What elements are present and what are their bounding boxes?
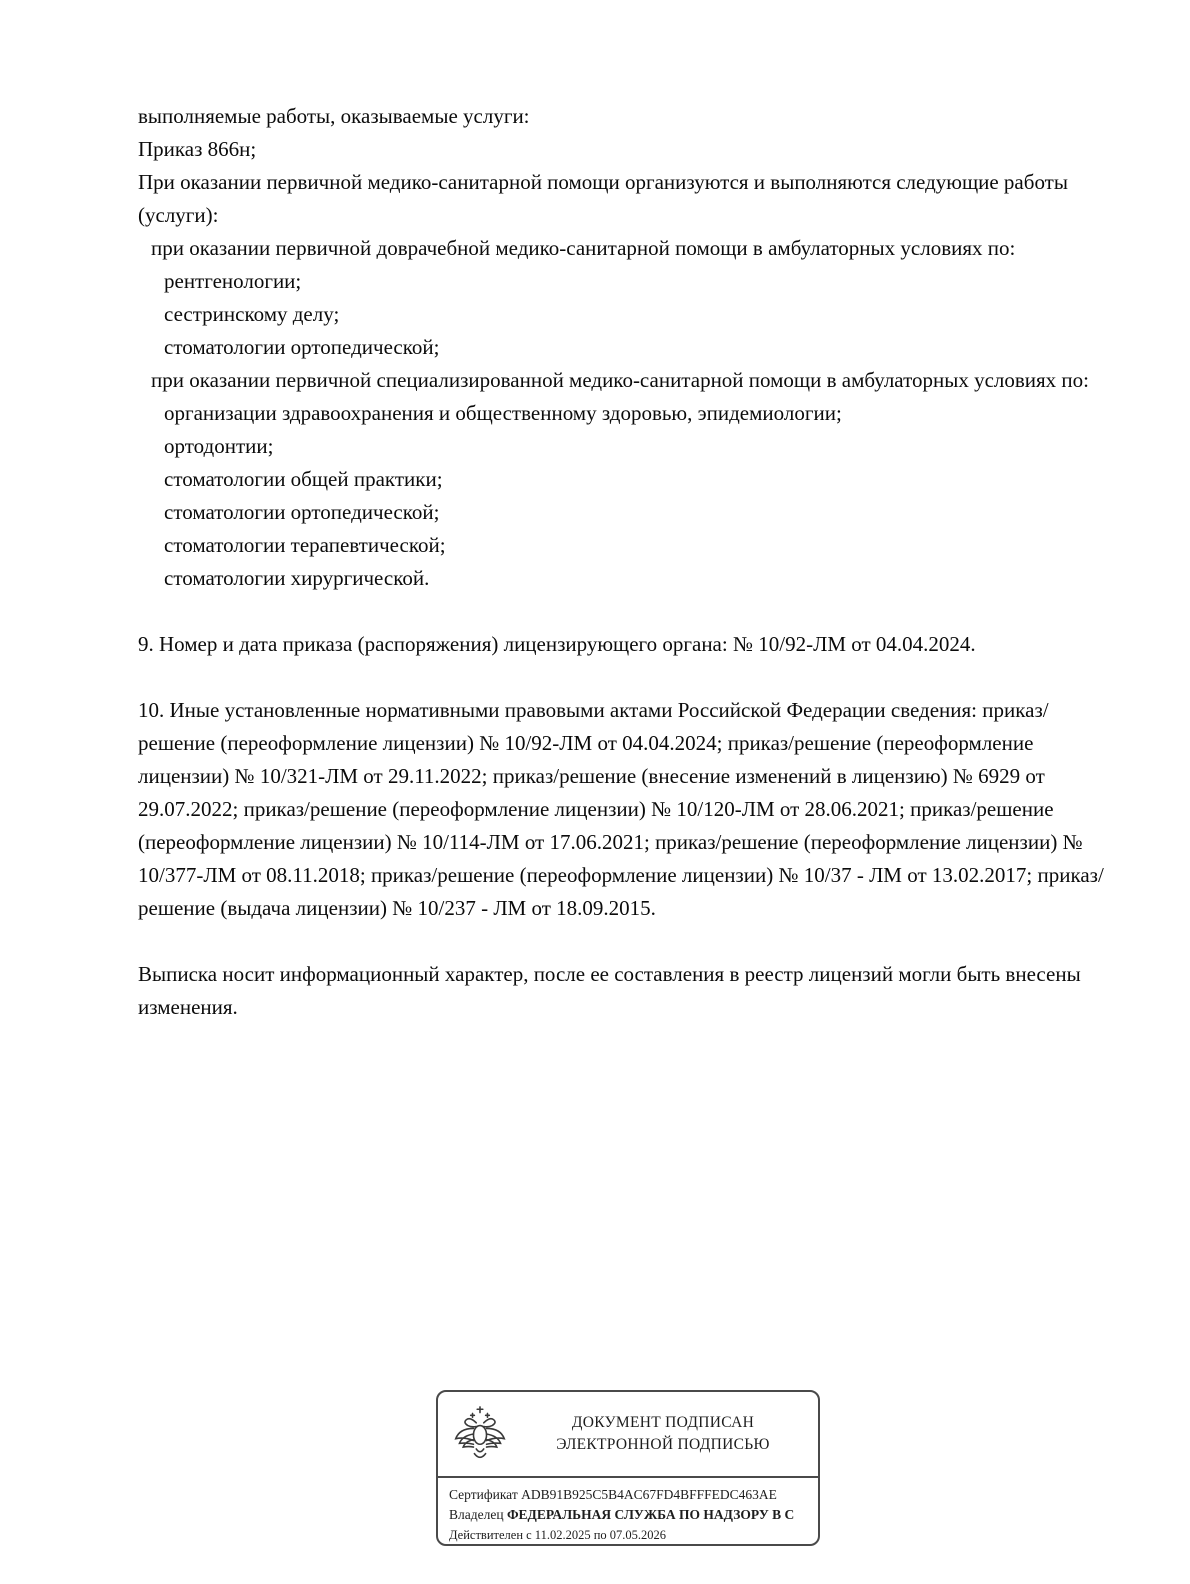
owner-row [449, 1505, 807, 1525]
stamp-title-line1: ДОКУМЕНТ ПОДПИСАН [571, 1413, 755, 1431]
works-line: стоматологии терапевтической; [164, 533, 446, 557]
paragraph-order-number: 9. Номер и дата приказа (распоряжения) лицензирующего органа: № 10/92-ЛМ от 04.04.2024. [138, 632, 976, 656]
paragraph-other-info: 10. Иные установленные нормативными правовыми актами Российской Федерации сведения: приказ/решение (переоформление лицензии) № 10/92-ЛМ от 04.04.2024; приказ/решение (переоформление лицензии) № 10/321-ЛМ от 29.11.2022; приказ/решение (внесение изменений в лицензию) № 6929 от 29.07.2022; приказ/решение (переоформление лицензии) № 10/120-ЛМ от 28.06.2021; приказ/решение (переоформление лицензии) № 10/114-ЛМ от 17.06.2021; приказ/решение (переоформление лицензии) № 10/377-ЛМ от 08.11.2018; приказ/решение (переоформление лицензии) № 10/37 - ЛМ от 13.02.2017; приказ/решение (выдача лицензии) № 10/237 - ЛМ от 18.09.2015. [138, 698, 1104, 920]
works-line: стоматологии хирургической. [164, 566, 430, 590]
works-line: организации здравоохранения и общественному здоровью, эпидемиологии; [164, 401, 842, 425]
document-text [138, 100, 1104, 1024]
works-line: сестринскому делу; [164, 302, 340, 326]
works-line: рентгенологии; [164, 269, 302, 293]
works-list [138, 100, 1104, 595]
works-line: стоматологии общей практики; [164, 467, 443, 491]
owner-value: ФЕДЕРАЛЬНАЯ СЛУЖБА ПО НАДЗОРУ В С [506, 1507, 795, 1522]
owner-label: Владелец [449, 1507, 504, 1522]
works-line: выполняемые работы, оказываемые услуги: [138, 104, 530, 128]
works-line: при оказании первичной доврачебной медико-санитарной помощи в амбулаторных условиях по: [151, 236, 1016, 260]
coat-of-arms-icon [452, 1403, 508, 1465]
stamp-details [438, 1478, 818, 1546]
stamp-title-line2: ЭЛЕКТРОННОЙ ПОДПИСЬЮ [556, 1436, 770, 1453]
paragraph-disclaimer: Выписка носит информационный характер, после ее составления в реестр лицензий могли быть внесены изменения. [138, 962, 1081, 1019]
works-line: стоматологии ортопедической; [164, 335, 440, 359]
works-line: при оказании первичной специализированной медико-санитарной помощи в амбулаторных условиях по: [151, 368, 1090, 392]
works-line: Приказ 866н; [138, 137, 257, 161]
certificate-label: Сертификат [449, 1487, 518, 1502]
works-line: При оказании первичной медико-санитарной помощи организуются и выполняются следующие работы (услуги): [138, 170, 1068, 227]
stamp-title [518, 1412, 808, 1457]
signature-stamp [436, 1390, 820, 1546]
validity-row: Действителен с 11.02.2025 по 07.05.2026 [449, 1528, 667, 1542]
stamp-header [438, 1392, 818, 1476]
certificate-value: ADB91B925C5B4AC67FD4BFFFEDC463AE [521, 1487, 777, 1502]
works-line: ортодонтии; [164, 434, 274, 458]
certificate-row [449, 1485, 807, 1505]
works-line: стоматологии ортопедической; [164, 500, 440, 524]
